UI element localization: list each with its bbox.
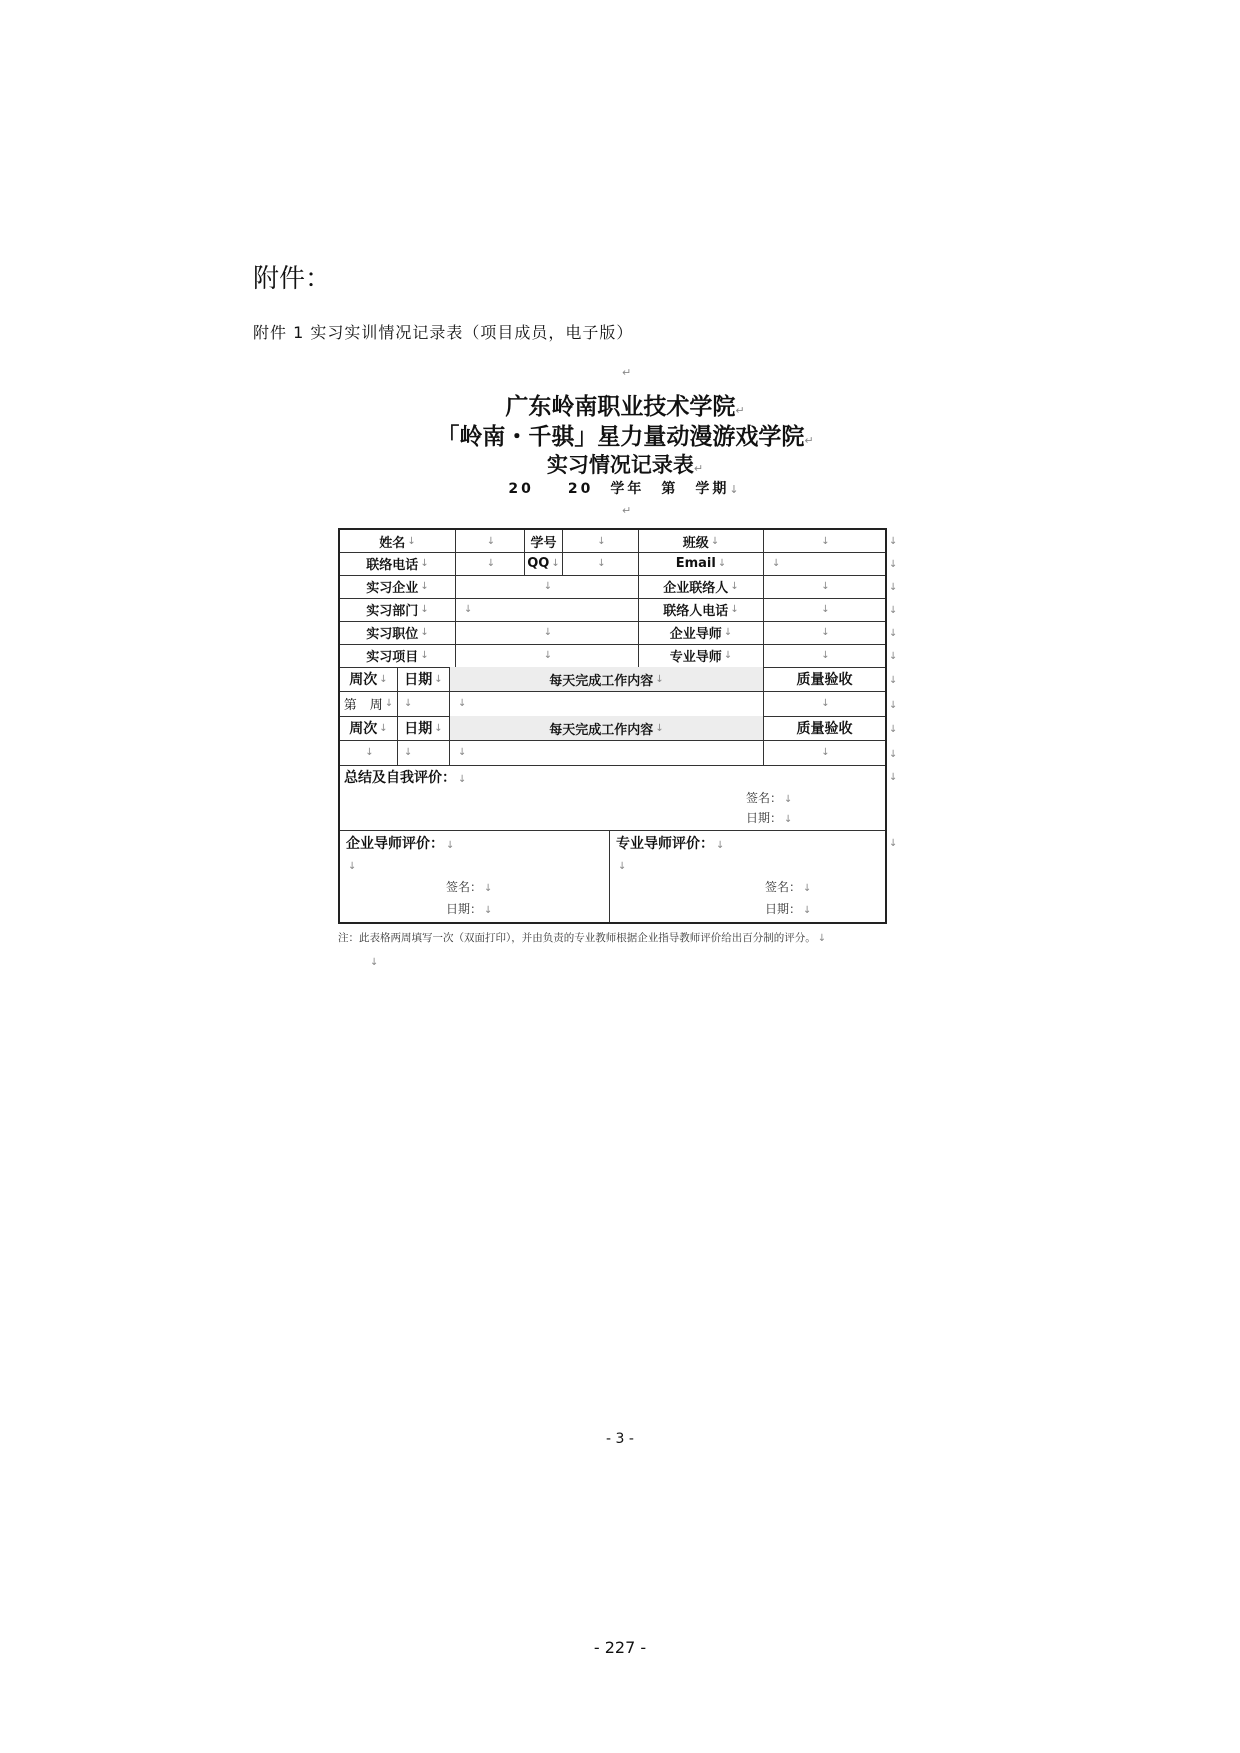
- week-header: 周次 ↓: [340, 667, 398, 691]
- form-row-department: [340, 598, 885, 622]
- row-end-mark: ↓: [889, 651, 898, 662]
- email-value[interactable]: ↓: [772, 558, 781, 569]
- attachment-subheading: 附件 1 实习实训情况记录表（项目成员，电子版）: [253, 323, 634, 342]
- qq-value[interactable]: ↓: [563, 552, 639, 575]
- mentor-evaluation-row: [340, 830, 885, 922]
- work-content-value[interactable]: ↓: [450, 691, 764, 716]
- week-value[interactable]: ↓: [340, 740, 398, 765]
- company-mentor-evaluation[interactable]: [340, 830, 610, 922]
- major-mentor-evaluation[interactable]: [610, 830, 885, 922]
- name-label: 姓名 ↓: [340, 530, 456, 552]
- form-row-company: [340, 575, 885, 599]
- school-title: 广东岭南职业技术学院↵: [505, 394, 745, 420]
- position-value[interactable]: ↓: [456, 621, 639, 644]
- form-title: 实习情况记录表↵: [546, 453, 704, 477]
- major-eval-label: 专业导师评价： ↓: [616, 836, 725, 852]
- academic-term: 20 20 学年 第 学期↓: [508, 481, 742, 497]
- major-mentor-label: 专业导师 ↓: [639, 644, 764, 667]
- internship-record-form: [338, 528, 887, 924]
- work-content-value[interactable]: ↓: [450, 740, 764, 765]
- company-value[interactable]: ↓: [456, 575, 639, 598]
- form-footnote: 注：此表格两周填写一次（双面打印），并由负责的专业教师根据企业指导教师评价给出百分制的评分。 ↓: [338, 932, 827, 944]
- trailing-mark: ↓: [370, 957, 379, 968]
- row-end-mark: ↓: [889, 605, 898, 616]
- position-label: 实习职位 ↓: [340, 621, 456, 644]
- row-end-mark: ↓: [889, 700, 898, 711]
- attachment-heading: 附件：: [253, 264, 332, 294]
- self-evaluation-label: 总结及自我评价： ↓: [344, 770, 467, 786]
- log-header-row-1: [340, 667, 885, 692]
- row-end-mark: ↓: [889, 536, 898, 547]
- company-contact-value[interactable]: ↓: [821, 581, 830, 592]
- row-end-mark: ↓: [889, 628, 898, 639]
- phone-label: 联络电话 ↓: [340, 552, 456, 575]
- log-header-row-2: [340, 716, 885, 741]
- major-eval-mark: ↓: [618, 861, 627, 872]
- row-end-mark: ↓: [889, 675, 898, 686]
- inner-page-number: - 3 -: [606, 1431, 634, 1447]
- major-date-label: 日期： ↓: [765, 902, 812, 916]
- student-id-value[interactable]: ↓: [563, 530, 639, 552]
- company-label: 实习企业 ↓: [340, 575, 456, 598]
- week-value[interactable]: 第 周 ↓: [340, 691, 398, 716]
- phone-value[interactable]: ↓: [456, 552, 525, 575]
- major-sign-label: 签名： ↓: [765, 880, 812, 894]
- class-value[interactable]: ↓: [821, 535, 830, 547]
- quality-header: 质量验收: [796, 721, 853, 737]
- row-end-mark: ↓: [889, 838, 898, 849]
- name-value[interactable]: ↓: [456, 530, 525, 552]
- student-id-label: 学号: [525, 530, 563, 552]
- log-data-row-1: [340, 691, 885, 717]
- company-mentor-value[interactable]: ↓: [821, 627, 830, 638]
- row-end-mark: ↓: [889, 559, 898, 570]
- return-mark: ↵: [622, 504, 632, 517]
- log-data-row-2: [340, 740, 885, 766]
- project-value[interactable]: ↓: [456, 644, 639, 667]
- date-header: 日期 ↓: [398, 667, 450, 691]
- quality-header: 质量验收: [796, 672, 853, 688]
- date-value[interactable]: ↓: [398, 740, 450, 765]
- form-row-name: [340, 530, 885, 553]
- row-end-mark: ↓: [889, 772, 898, 783]
- self-date-label: 日期： ↓: [746, 811, 793, 825]
- major-mentor-value[interactable]: ↓: [821, 650, 830, 661]
- row-end-mark: ↓: [889, 749, 898, 760]
- self-sign-label: 签名： ↓: [746, 791, 793, 805]
- contact-phone-label: 联络人电话 ↓: [639, 598, 764, 621]
- qq-label: QQ ↓: [525, 552, 563, 575]
- outer-page-number: - 227 -: [593, 1638, 647, 1657]
- email-label: Email ↓: [639, 552, 764, 575]
- work-content-header: 每天完成工作内容 ↓: [450, 716, 764, 740]
- form-row-project: [340, 644, 885, 668]
- form-row-phone: [340, 552, 885, 576]
- company-eval-mark: ↓: [348, 861, 357, 872]
- company-sign-label: 签名： ↓: [446, 880, 493, 894]
- row-end-mark: ↓: [889, 724, 898, 735]
- week-header: 周次 ↓: [340, 716, 398, 740]
- date-value[interactable]: ↓: [398, 691, 450, 716]
- company-eval-label: 企业导师评价： ↓: [346, 836, 455, 852]
- quality-value[interactable]: ↓: [821, 747, 830, 758]
- work-content-header: 每天完成工作内容 ↓: [450, 667, 764, 691]
- self-evaluation-section[interactable]: [340, 765, 885, 831]
- project-label: 实习项目 ↓: [340, 644, 456, 667]
- date-header: 日期 ↓: [398, 716, 450, 740]
- quality-value[interactable]: ↓: [821, 698, 830, 709]
- form-row-position: [340, 621, 885, 645]
- contact-phone-value[interactable]: ↓: [821, 604, 830, 615]
- company-date-label: 日期： ↓: [446, 902, 493, 916]
- company-mentor-label: 企业导师 ↓: [639, 621, 764, 644]
- return-mark: ↵: [622, 366, 632, 379]
- department-value[interactable]: ↓: [456, 598, 639, 621]
- row-end-mark: ↓: [889, 582, 898, 593]
- college-title: 「岭南・千骐」星力量动漫游戏学院↵: [436, 424, 814, 450]
- company-contact-label: 企业联络人 ↓: [639, 575, 764, 598]
- class-label: 班级 ↓: [639, 530, 764, 552]
- department-label: 实习部门 ↓: [340, 598, 456, 621]
